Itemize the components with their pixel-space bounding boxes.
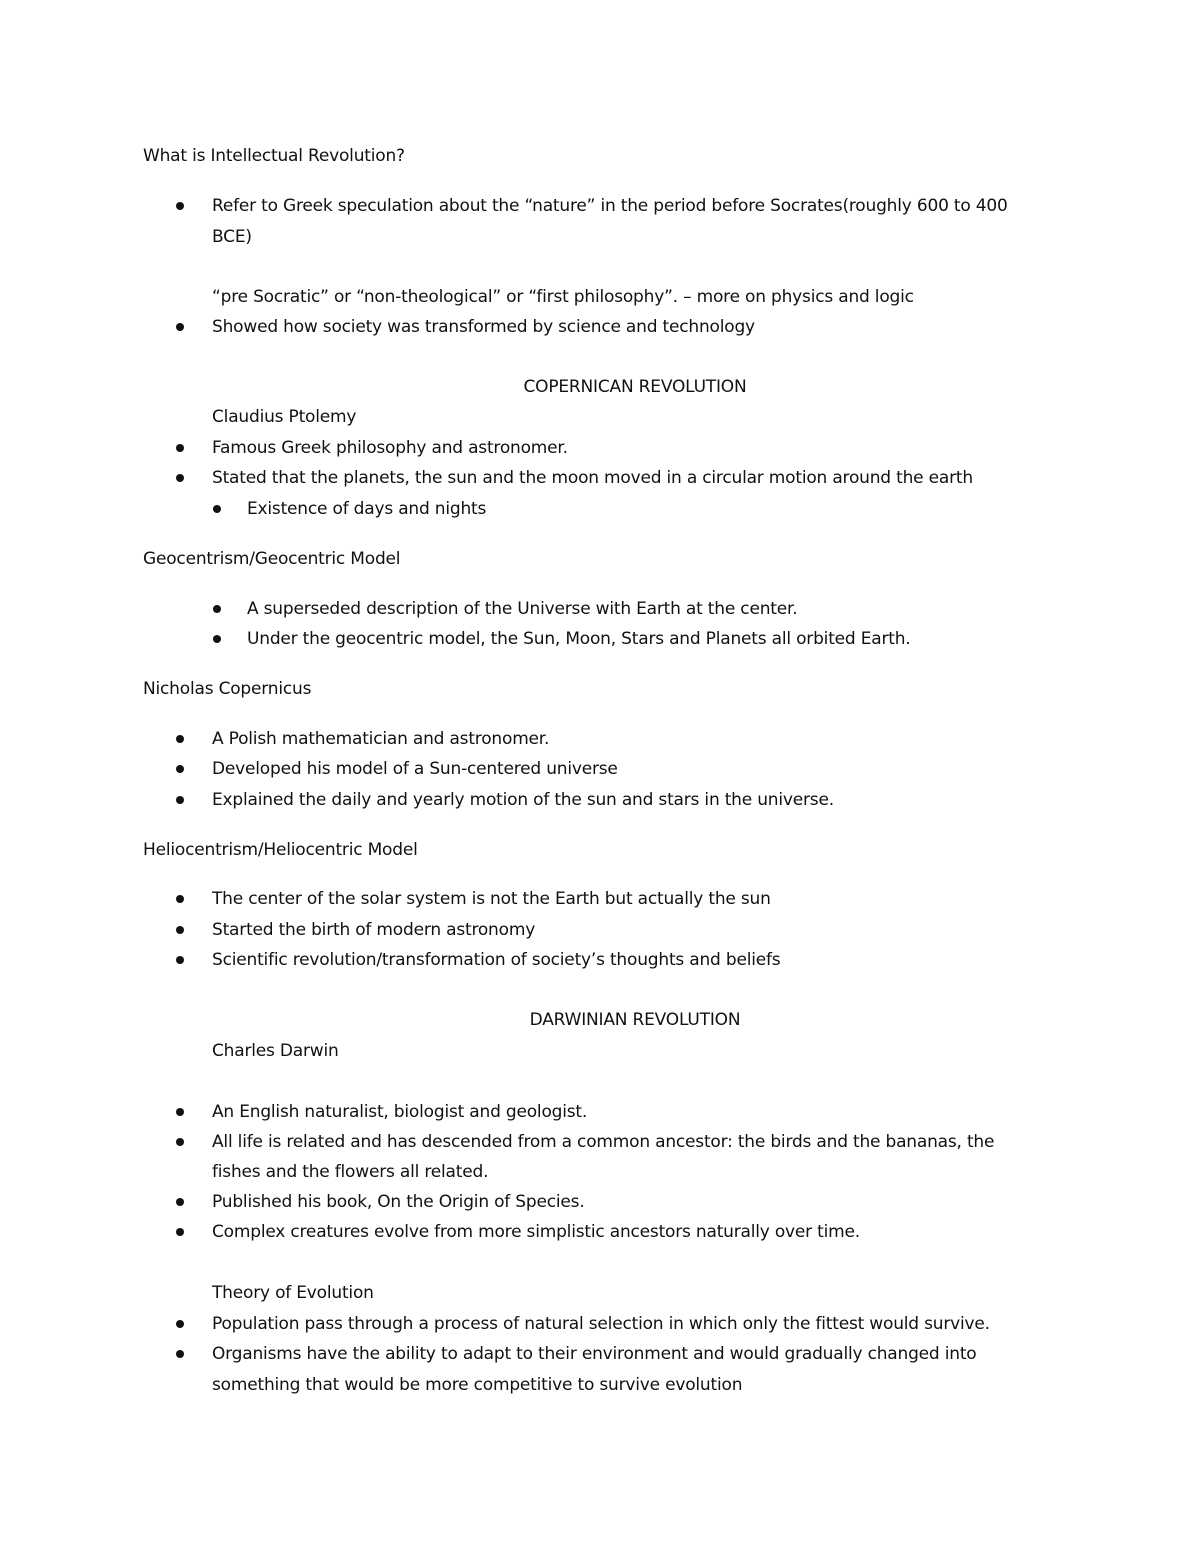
darwinian-title: DARWINIAN REVOLUTION [529,1010,741,1030]
bullet-icon [176,1198,184,1206]
bullet-icon [176,895,184,903]
darwinian-bullet-1: An English naturalist, biologist and geologist. [212,1102,588,1122]
intro-bullet-1-line-2: BCE) [212,227,252,247]
bullet-icon [176,956,184,964]
heliocentrism-bullet-3: Scientific revolution/transformation of society’s thoughts and beliefs [212,950,781,970]
bullet-icon [176,1320,184,1328]
darwinian-bullet-2-line-1: All life is related and has descended from a common ancestor: the birds and the bananas, the [212,1132,995,1152]
copernicus-bullet-2: Developed his model of a Sun-centered universe [212,759,618,779]
darwinian-bullet-4: Complex creatures evolve from more simplistic ancestors naturally over time. [212,1222,860,1242]
copernicus-bullet-3: Explained the daily and yearly motion of the sun and stars in the universe. [212,790,834,810]
bullet-icon [176,926,184,934]
copernican-sub-bullet-1: Existence of days and nights [247,499,487,519]
bullet-icon [176,735,184,743]
geocentrism-bullet-1: A superseded description of the Universe with Earth at the center. [247,599,798,619]
bullet-icon [176,323,184,331]
copernican-title: COPERNICAN REVOLUTION [523,377,747,397]
bullet-icon [176,1108,184,1116]
geocentrism-heading: Geocentrism/Geocentric Model [143,549,401,569]
heliocentrism-bullet-1: The center of the solar system is not the Earth but actually the sun [212,889,771,909]
intro-bullet-2: Showed how society was transformed by science and technology [212,317,755,337]
intro-bullet-1-line-1: Refer to Greek speculation about the “nature” in the period before Socrates(roughly 600 to 400 [212,196,1008,216]
darwinian-bullet-3: Published his book, On the Origin of Species. [212,1192,585,1212]
geocentrism-bullet-2: Under the geocentric model, the Sun, Moon, Stars and Planets all orbited Earth. [247,629,911,649]
intro-quote-line: “pre Socratic” or “non-theological” or “first philosophy”. – more on physics and logic [212,287,914,307]
copernicus-heading: Nicholas Copernicus [143,679,312,699]
bullet-icon [176,1138,184,1146]
darwinian-person: Charles Darwin [212,1041,339,1061]
bullet-icon [213,635,221,643]
bullet-icon [176,796,184,804]
evolution-bullet-2-line-2: something that would be more competitive to survive evolution [212,1375,743,1395]
evolution-bullet-2-line-1: Organisms have the ability to adapt to their environment and would gradually changed into [212,1344,977,1364]
bullet-icon [213,605,221,613]
bullet-icon [176,1350,184,1358]
copernican-bullet-2: Stated that the planets, the sun and the moon moved in a circular motion around the earth [212,468,973,488]
bullet-icon [176,474,184,482]
heliocentrism-bullet-2: Started the birth of modern astronomy [212,920,536,940]
bullet-icon [176,1228,184,1236]
copernican-person: Claudius Ptolemy [212,407,357,427]
bullet-icon [176,444,184,452]
darwinian-bullet-2-line-2: fishes and the flowers all related. [212,1162,489,1182]
heliocentrism-heading: Heliocentrism/Heliocentric Model [143,840,418,860]
bullet-icon [213,505,221,513]
intro-heading: What is Intellectual Revolution? [143,146,405,166]
bullet-icon [176,202,184,210]
evolution-heading: Theory of Evolution [212,1283,374,1303]
evolution-bullet-1: Population pass through a process of natural selection in which only the fittest would survive. [212,1314,990,1334]
copernicus-bullet-1: A Polish mathematician and astronomer. [212,729,550,749]
bullet-icon [176,765,184,773]
copernican-bullet-1: Famous Greek philosophy and astronomer. [212,438,568,458]
